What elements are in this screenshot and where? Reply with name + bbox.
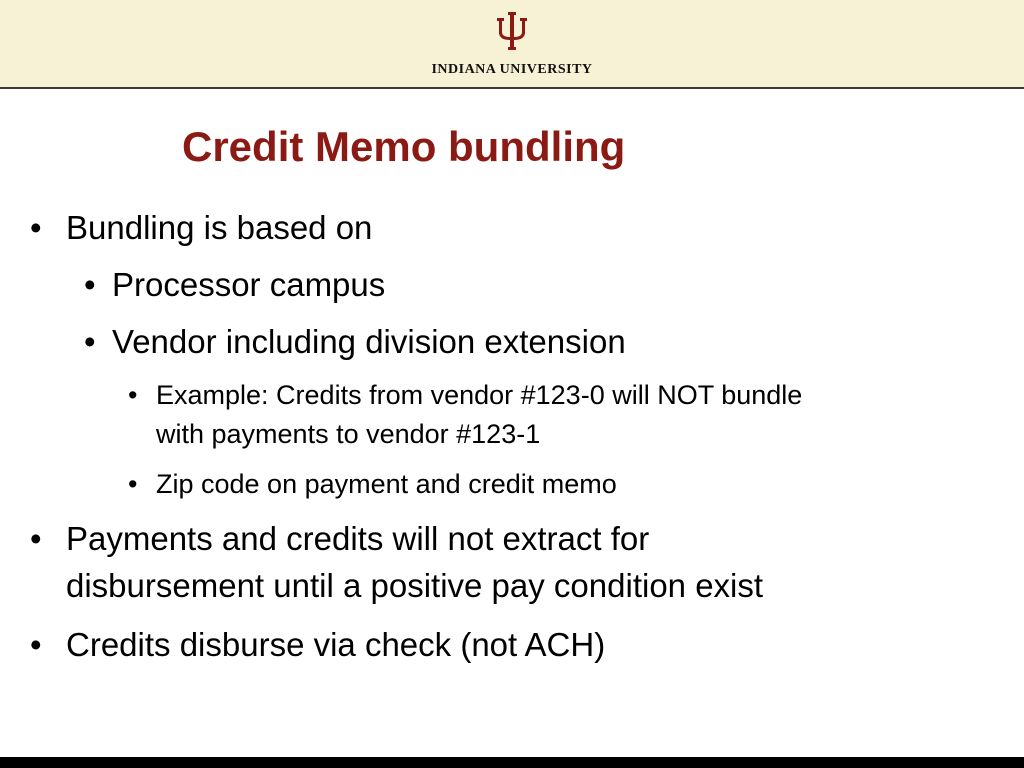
- footer-bar: [0, 757, 1024, 768]
- bullet-text: Zip code on payment and credit memo: [156, 469, 617, 499]
- bullet-dot: •: [30, 520, 42, 557]
- bullet-text: Processor campus: [112, 266, 386, 303]
- org-name: INDIANA UNIVERSITY: [431, 62, 593, 77]
- bullet-dot: •: [128, 469, 138, 499]
- bullet-text: Bundling is based on: [66, 209, 373, 246]
- bullet-dot: •: [30, 626, 42, 663]
- bullet-dot: •: [84, 323, 96, 360]
- bullet-dot: •: [84, 266, 96, 303]
- bullet-text: disbursement until a positive pay condition exist: [66, 567, 764, 604]
- bullet-dot: •: [128, 380, 138, 410]
- bullet-text: Example: Credits from vendor #123-0 will NOT bundle: [156, 380, 803, 410]
- bullet-dot: •: [30, 209, 42, 246]
- bullet-text: Credits disburse via check (not ACH): [66, 626, 606, 663]
- bullet-text: with payments to vendor #123-1: [156, 419, 541, 449]
- header-banner: [0, 0, 1024, 89]
- slide-title: Credit Memo bundling: [182, 123, 626, 170]
- trident-icon: [497, 12, 527, 50]
- bullet-text: Payments and credits will not extract for: [66, 520, 650, 557]
- bullet-text: Vendor including division extension: [112, 323, 626, 360]
